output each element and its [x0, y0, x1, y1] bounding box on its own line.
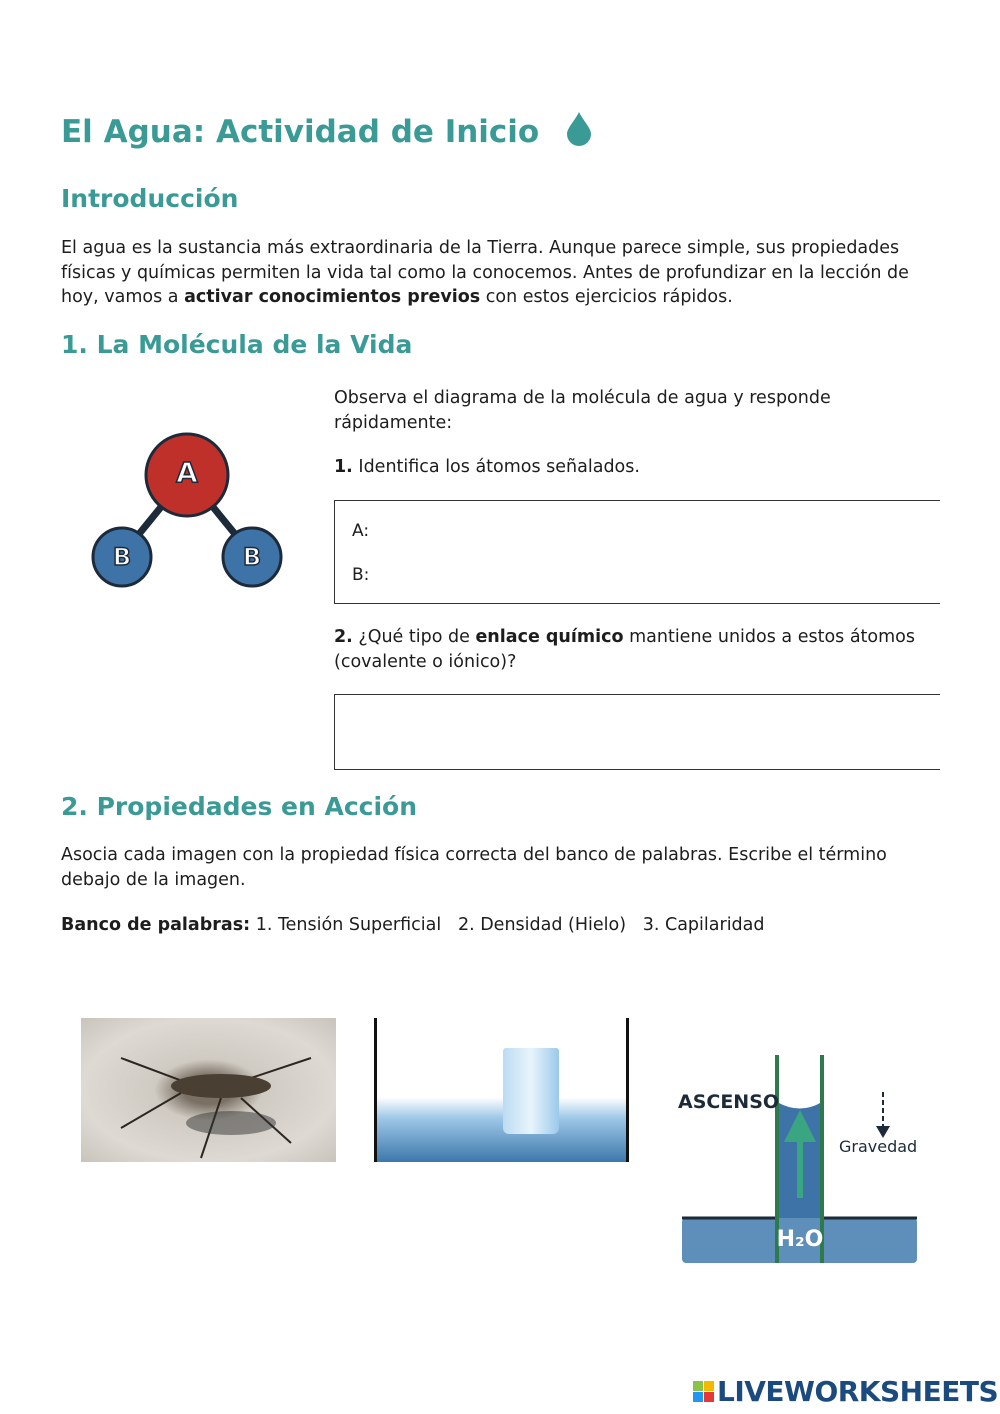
capillarity-diagram	[660, 1040, 940, 1280]
section1-instruction: Observa el diagrama de la molécula de agua y responde rápidamente:	[334, 388, 831, 433]
section2-heading: 2. Propiedades en Acción	[61, 792, 418, 821]
word-bank: Banco de palabras: 1. Tensión Superficial 2. Densidad (Hielo) 3. Capilaridad	[61, 915, 765, 935]
ice-glass	[503, 1048, 559, 1134]
svg-text:ASCENSO: ASCENSO	[678, 1091, 780, 1113]
answer-box-bond[interactable]	[334, 694, 940, 770]
water-molecule-diagram	[85, 430, 290, 595]
liveworksheets-logo: LIVEWORKSHEETS	[693, 1375, 998, 1408]
answer-box-atoms[interactable]	[334, 500, 940, 604]
svg-text:Gravedad: Gravedad	[839, 1137, 918, 1156]
section2-instruction: Asocia cada imagen con la propiedad física correcta del banco de palabras. Escribe el término debajo de la imagen.	[61, 845, 887, 890]
intro-text: El agua es la sustancia más extraordinaria de la Tierra. Aunque parece simple, sus propiedades físicas y químicas permiten la vida tal como la conocemos. Antes de profundizar en la lección de hoy, vamos a activar conocimientos previos con estos ejercicios rápidos.	[61, 238, 909, 307]
svg-text:B: B	[242, 543, 262, 571]
svg-text:A: A	[176, 456, 198, 489]
page-title: El Agua: Actividad de Inicio	[61, 110, 594, 150]
question-1: 1. Identifica los átomos señalados.	[334, 457, 640, 477]
ice-glass-image	[374, 1018, 629, 1162]
svg-text:H₂O: H₂O	[776, 1227, 824, 1252]
intro-heading: Introducción	[61, 184, 239, 213]
svg-text:B: B	[112, 543, 132, 571]
section1-heading: 1. La Molécula de la Vida	[61, 330, 413, 359]
label-a: A:	[352, 521, 370, 541]
water-strider-image	[81, 1018, 336, 1162]
live-blocks-icon	[693, 1381, 714, 1402]
question-2: 2. ¿Qué tipo de enlace químico mantiene unidos a estos átomos (covalente o iónico)?	[334, 627, 915, 672]
label-b: B:	[352, 565, 370, 585]
water-drop-icon	[564, 110, 594, 146]
